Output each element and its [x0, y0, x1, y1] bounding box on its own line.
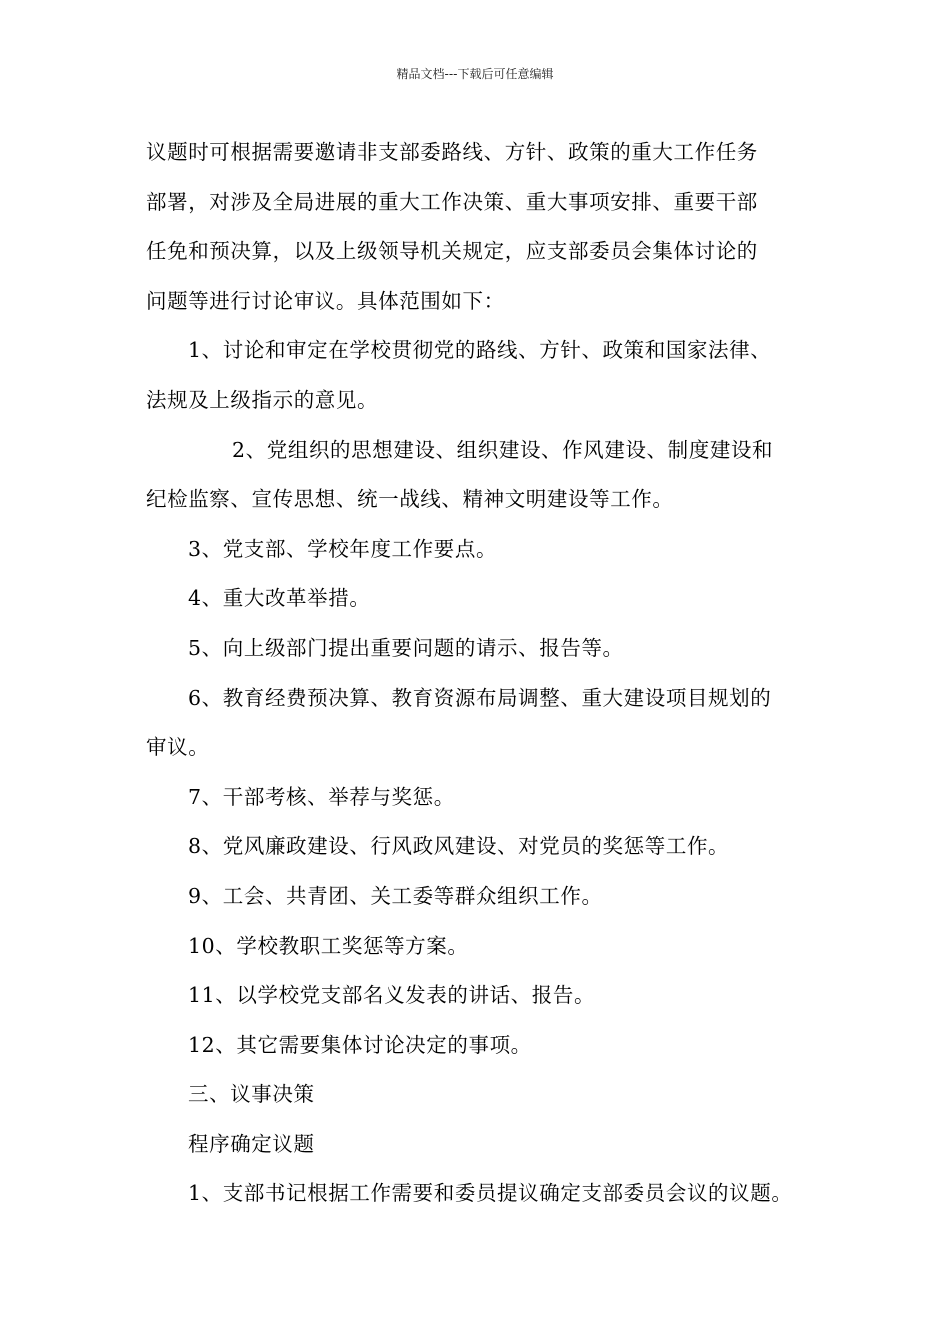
list-item: 1、讨论和审定在学校贯彻党的路线、方针、政策和国家法律、: [188, 338, 772, 363]
list-item: 1、支部书记根据工作需要和委员提议确定支部委员会议的议题。: [188, 1181, 793, 1206]
text-line: 法规及上级指示的意见。: [146, 387, 379, 412]
list-item: 8、党风廉政建设、行风政风建设、对党员的奖惩等工作。: [188, 834, 730, 859]
list-item: 2、党组织的思想建设、组织建设、作风建设、制度建设和: [232, 437, 774, 462]
list-item: 7、干部考核、举荐与奖惩。: [188, 784, 455, 809]
text-line: 任免和预决算，以及上级领导机关规定，应支部委员会集体讨论的: [146, 239, 758, 264]
list-item: 12、其它需要集体讨论决定的事项。: [188, 1032, 532, 1057]
subsection-heading: 程序确定议题: [188, 1131, 315, 1156]
text-line: 审议。: [146, 735, 210, 760]
page-header: 精品文档---下载后可任意编辑: [396, 67, 554, 81]
document-body: [146, 128, 826, 1219]
list-item: 5、向上级部门提出重要问题的请示、报告等。: [188, 635, 624, 660]
list-item: 10、学校教职工奖惩等方案。: [188, 933, 469, 958]
list-item: 4、重大改革举措。: [188, 586, 371, 611]
text-line: 议题时可根据需要邀请非支部委路线、方针、政策的重大工作任务: [146, 140, 758, 164]
list-item: 11、以学校党支部名义发表的讲话、报告。: [188, 983, 596, 1008]
text-line: 纪检监察、宣传思想、统一战线、精神文明建设等工作。: [146, 487, 674, 512]
list-item: 6、教育经费预决算、教育资源布局调整、重大建设项目规划的: [188, 685, 772, 710]
list-item: 3、党支部、学校年度工作要点。: [188, 536, 498, 561]
text-line: 部署，对涉及全局进展的重大工作决策、重大事项安排、重要干部: [146, 189, 758, 214]
text-line: 问题等进行讨论审议。具体范围如下：: [146, 288, 505, 313]
list-item: 9、工会、共青团、关工委等群众组织工作。: [188, 883, 603, 908]
section-heading: 三、议事决策: [188, 1082, 315, 1107]
